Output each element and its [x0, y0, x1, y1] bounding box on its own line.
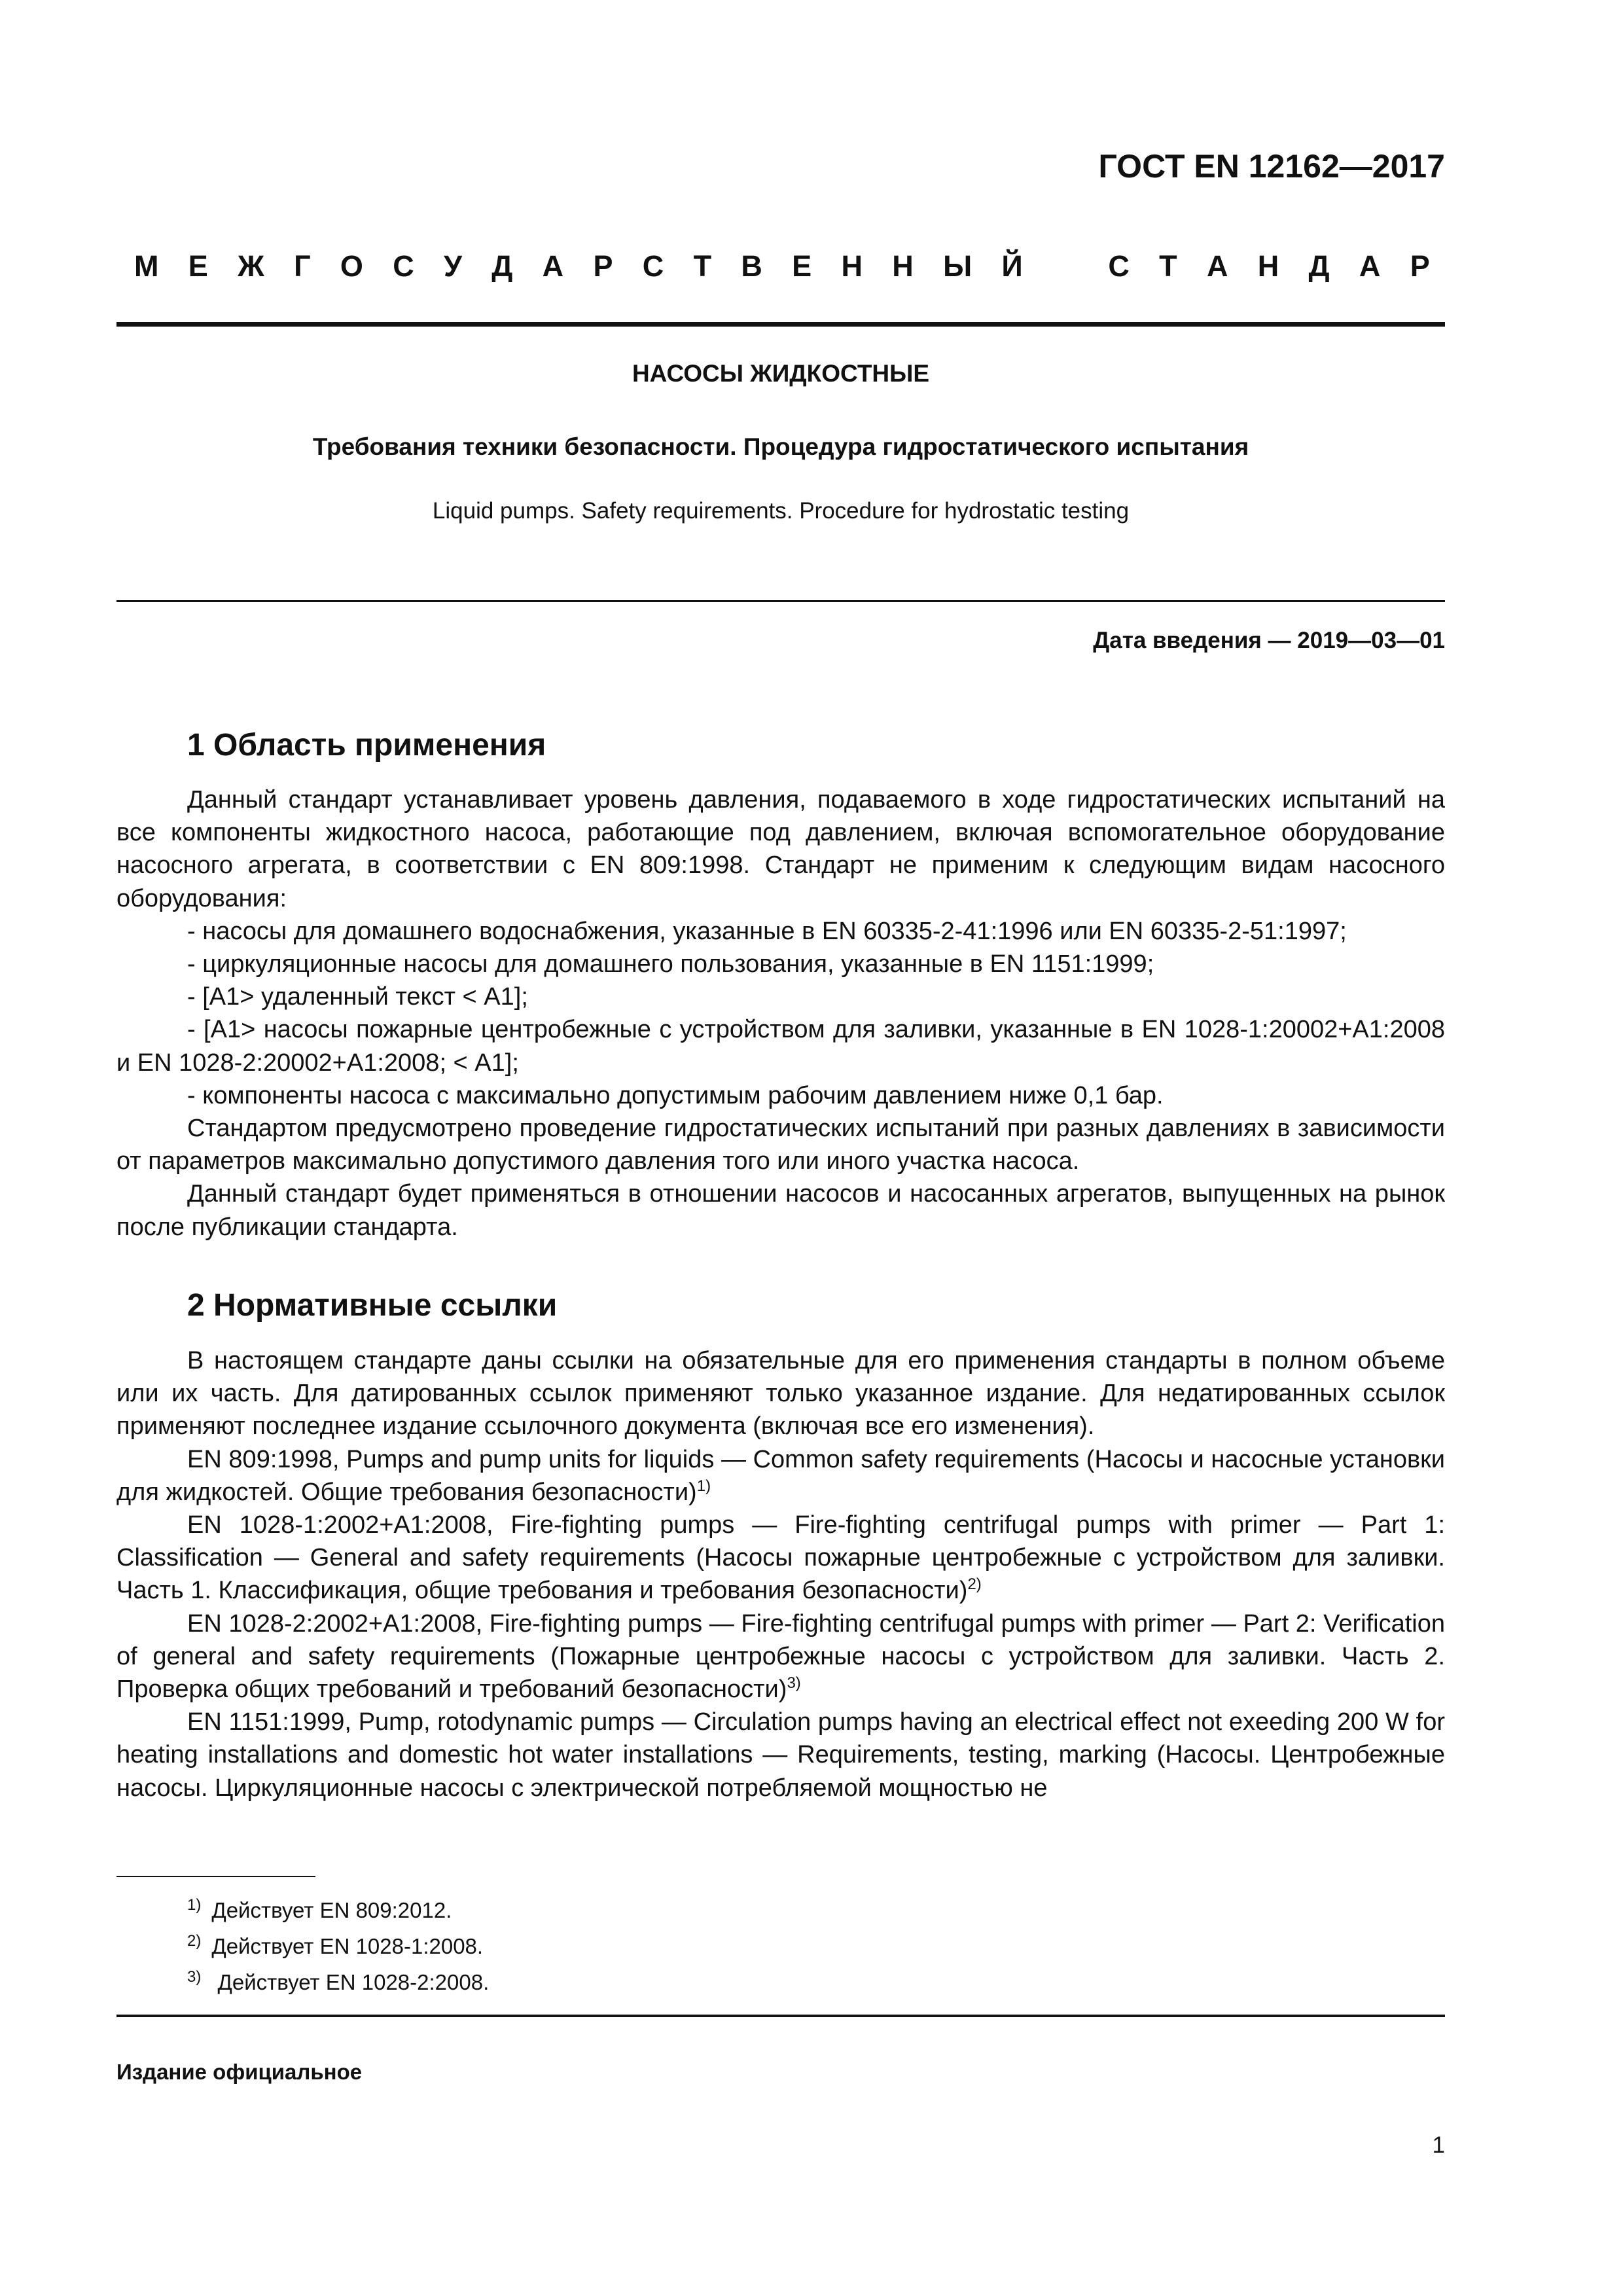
footnote-marker: 3)	[787, 1674, 801, 1693]
banner-letter: Ы	[943, 249, 972, 283]
introduction-date: Дата введения — 2019—03—01	[1093, 628, 1445, 653]
official-edition-label: Издание официальное	[116, 2060, 363, 2084]
banner-letter: С	[642, 249, 664, 283]
document-subtitle: Требования техники безопасности. Процедура гидростатического испытания	[312, 433, 1249, 460]
section-heading-references: 2 Нормативные ссылки	[187, 1288, 558, 1323]
section-references-body	[116, 1344, 1445, 1804]
paragraph: Стандартом предусмотрено проведение гидростатических испытаний при разных давлениях в зависимости от параметров максимально допустимого давления того или иного участка насоса.	[116, 1115, 1445, 1175]
banner-letter: Е	[188, 249, 208, 283]
standard-number: ГОСТ EN 12162—2017	[1098, 148, 1445, 185]
footnote	[187, 1928, 489, 1964]
banner-letter: Р	[1410, 249, 1430, 283]
list-item: - насосы для домашнего водоснабжения, указанные в EN 60335-2-41:1996 или EN 60335-2-51:1997;	[187, 917, 1347, 945]
banner-letter: Т	[1159, 249, 1177, 283]
reference-item	[116, 1706, 1445, 1804]
footnote-mark: 3)	[187, 1968, 202, 1986]
reference-text: EN 1151:1999, Pump, rotodynamic pumps — Circulation pumps having an electrical effect not exeeding 200 W for heating installations and domestic hot water installations — Requirements, testing, marking (Насосы. Центробежные насосы. Циркуляционные насосы с электрической потребляемой мощностью не	[116, 1708, 1445, 1802]
banner-letter: О	[340, 249, 363, 283]
footnote-text: Действует EN 1028-2:2008.	[211, 1970, 490, 1994]
banner-letter: Д	[1308, 249, 1330, 283]
footnote-marker: 1)	[696, 1477, 711, 1495]
reference-text: EN 1028-1:2002+A1:2008, Fire-fighting pumps — Fire-fighting centrifugal pumps with primer — Part 1: Classification — General and safety requirements (Насосы пожарные центробежные с устройством для заливки. Часть 1. Классификация, общие требования и требования безопасности)	[116, 1511, 1445, 1605]
title-rule	[116, 600, 1445, 602]
banner-letter: Г	[294, 249, 311, 283]
banner-letter: С	[393, 249, 414, 283]
section-scope-body	[116, 783, 1445, 1244]
page-number: 1	[1432, 2132, 1445, 2158]
banner-letter: В	[741, 249, 762, 283]
paragraph: В настоящем стандарте даны ссылки на обязательные для его применения стандарты в полном объеме или их часть. Для датированных ссылок применяют только указанное издание. Для недатированных ссылок применяют последнее издание ссылочного документа (включая все его изменения).	[116, 1347, 1445, 1441]
banner-letter: С	[1108, 249, 1130, 283]
banner-letter: Н	[841, 249, 863, 283]
banner-letter: Т	[693, 249, 712, 283]
list-item: - циркуляционные насосы для домашнего пользования, указанные в EN 1151:1999;	[187, 950, 1154, 978]
banner-letter: А	[542, 249, 564, 283]
footnote-marker: 2)	[967, 1575, 982, 1594]
reference-item	[116, 1443, 1445, 1509]
footnote	[187, 1964, 489, 2000]
banner-letter: А	[1359, 249, 1381, 283]
header-thick-rule	[116, 322, 1445, 327]
reference-text: EN 809:1998, Pumps and pump units for liquids — Common safety requirements (Насосы и насосные установки для жидкостей. Общие требования безопасности)	[116, 1445, 1445, 1506]
footer-rule	[116, 2015, 1445, 2017]
banner-letter: А	[1206, 249, 1228, 283]
reference-item	[116, 1509, 1445, 1607]
reference-text: EN 1028-2:2002+A1:2008, Fire-fighting pumps — Fire-fighting centrifugal pumps with primer — Part 2: Verification of general and safety requirements (Пожарные центробежные насосы с устройством для заливки. Часть 2. Проверка общих требований и требований безопасности)	[116, 1609, 1445, 1704]
footnote-mark: 2)	[187, 1932, 202, 1950]
paragraph: Данный стандарт будет применяться в отношении насосов и насосанных агрегатов, выпущенных на рынок после публикации стандарта.	[116, 1180, 1445, 1241]
document-title: НАСОСЫ ЖИДКОСТНЫЕ	[632, 360, 930, 387]
banner-letter: Р	[593, 249, 613, 283]
footnote-mark: 1)	[187, 1896, 202, 1914]
list-item: - компоненты насоса с максимально допустимым рабочим давлением ниже 0,1 бар.	[187, 1081, 1164, 1109]
banner-letter: Н	[1257, 249, 1279, 283]
banner-letter: Е	[792, 249, 812, 283]
banner-letter: Й	[1001, 249, 1023, 283]
banner-letter: Ж	[238, 249, 264, 283]
banner-letter: У	[444, 249, 462, 283]
interstate-standard-banner	[134, 247, 1430, 286]
reference-item	[116, 1607, 1445, 1706]
list-item: - [А1> удаленный текст < А1];	[187, 983, 528, 1011]
footnotes	[187, 1892, 489, 2000]
footnote-text: Действует EN 809:2012.	[211, 1898, 452, 1922]
footnote-separator	[116, 1876, 315, 1877]
banner-letter: Н	[892, 249, 914, 283]
paragraph: Данный стандарт устанавливает уровень давления, подаваемого в ходе гидростатических испытаний на все компоненты жидкостного насоса, работающие под давлением, включая вспомогательное оборудование насосного агрегата, в соответствии с EN 809:1998. Стандарт не применим к следующим видам насосного оборудования:	[116, 786, 1445, 912]
footnote	[187, 1892, 489, 1928]
document-title-english: Liquid pumps. Safety requirements. Procedure for hydrostatic testing	[432, 498, 1130, 524]
banner-letter: Д	[491, 249, 513, 283]
banner-letter: М	[134, 249, 159, 283]
list-item: - [А1> насосы пожарные центробежные с устройством для заливки, указанные в EN 1028-1:20002+А1:2008 и EN 1028-2:20002+А1:2008; < А1];	[116, 1016, 1445, 1077]
banner-word-gap	[1052, 247, 1079, 286]
section-heading-scope: 1 Область применения	[187, 728, 546, 762]
footnote-text: Действует EN 1028-1:2008.	[211, 1934, 484, 1958]
